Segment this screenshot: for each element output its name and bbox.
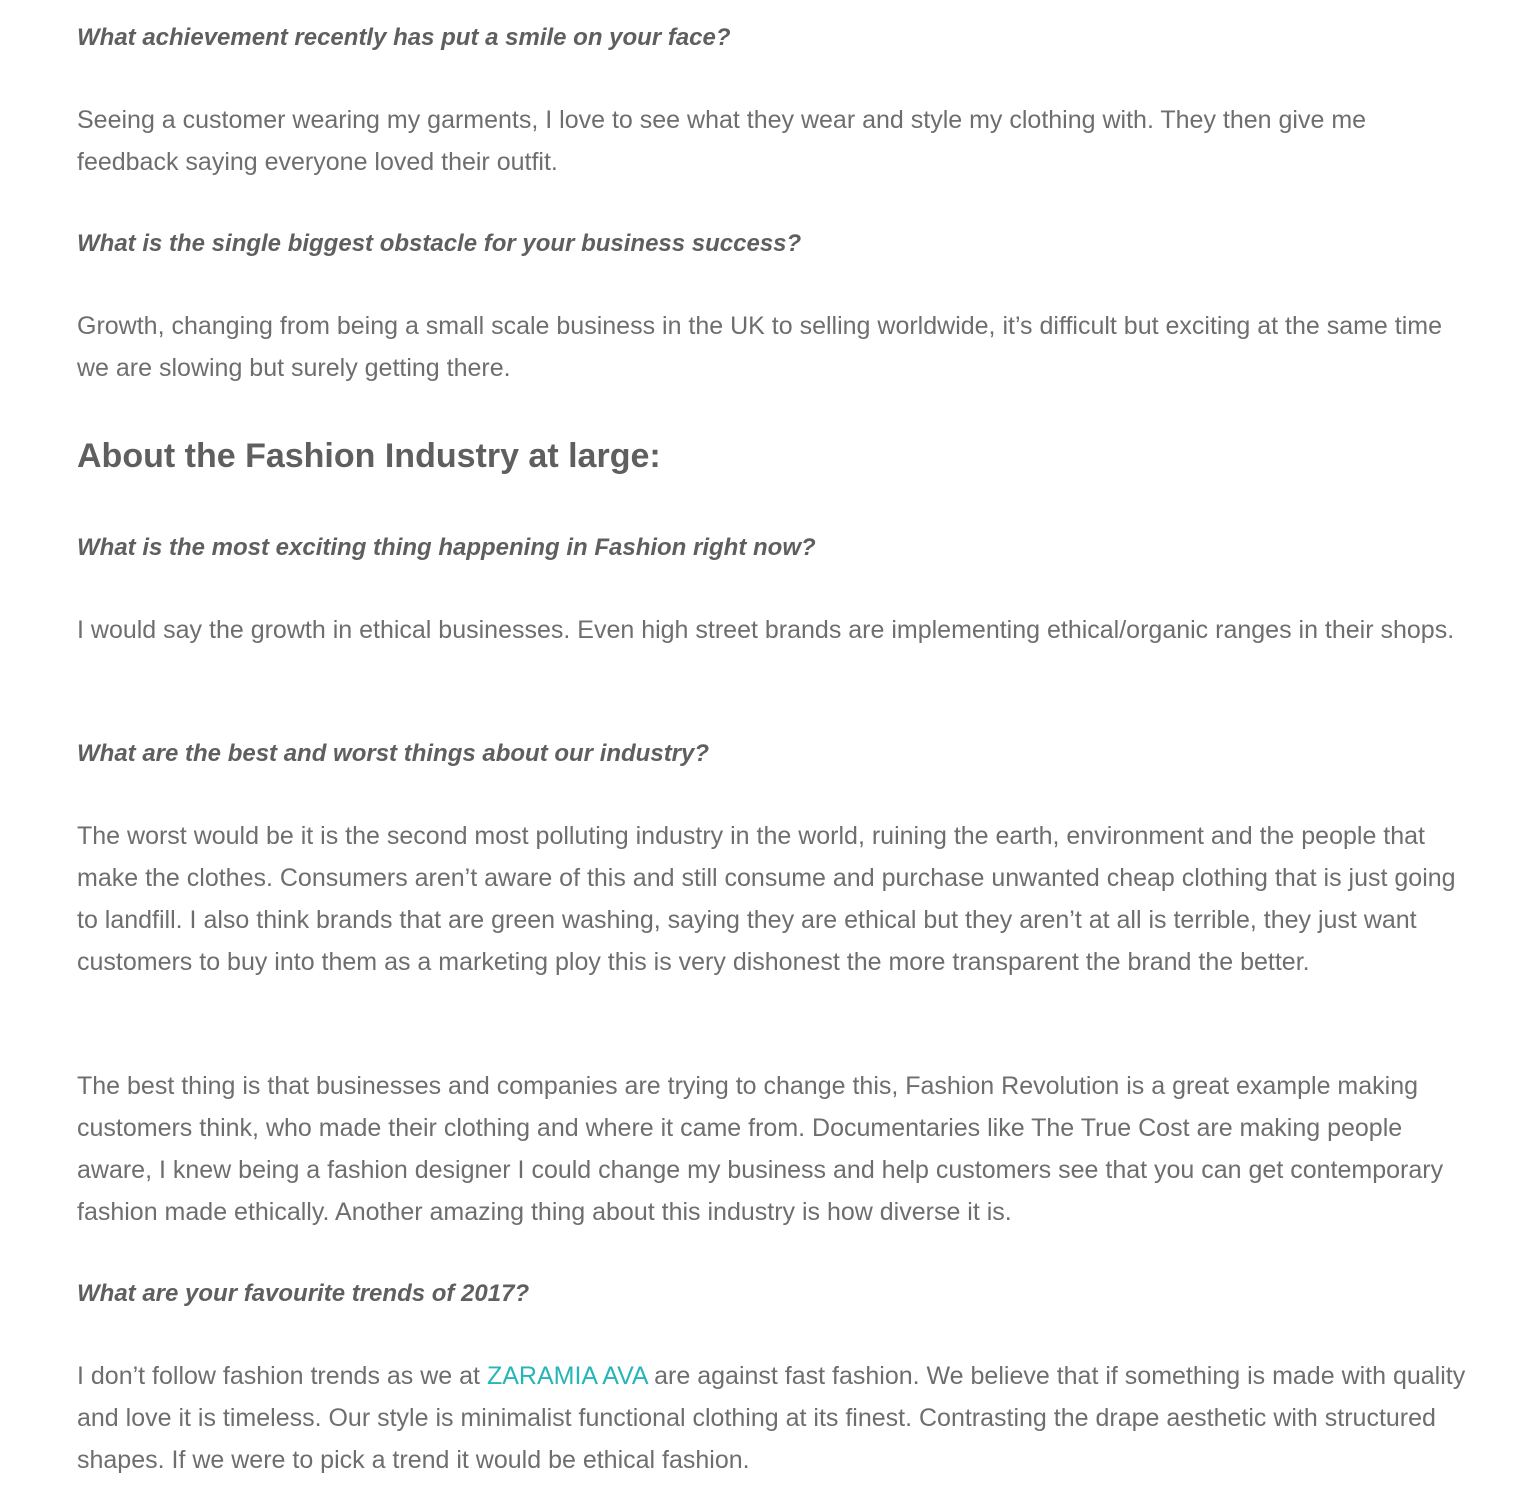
question-obstacle: What is the single biggest obstacle for your business success? [77, 230, 802, 257]
question-best-worst: What are the best and worst things about our industry? [77, 740, 710, 767]
answer-trends-text-before: I don’t follow fashion trends as we at [77, 1362, 487, 1390]
answer-exciting-thing: I would say the growth in ethical businesses. Even high street brands are implementing ethical/organic ranges in their shops. [77, 616, 1455, 644]
answer-favourite-trends [77, 1355, 1467, 1481]
answer-obstacle: Growth, changing from being a small scale business in the UK to selling worldwide, it’s difficult but exciting at the same time we are slowing but surely getting there. [77, 312, 1443, 382]
answer-best-paragraph: The best thing is that businesses and companies are trying to change this, Fashion Revolution is a great example making customers think, who made their clothing and where it came from. Documentaries like The True Cost are making people aware, I knew being a fashion designer I could change my business and help customers see that you can get contemporary fashion made ethically. Another amazing thing about this industry is how diverse it is. [77, 1072, 1444, 1226]
answer-worst-paragraph: The worst would be it is the second most polluting industry in the world, ruining the earth, environment and the people that make the clothes. Consumers aren’t aware of this and still consume and purchase unwanted cheap clothing that is just going to landfill. I also think brands that are green washing, saying they are ethical but they aren’t at all is terrible, they just want customers to buy into them as a marketing ploy this is very dishonest the more transparent the brand the better. [77, 822, 1456, 976]
question-achievement: What achievement recently has put a smile on your face? [77, 24, 731, 51]
question-exciting-thing: What is the most exciting thing happening in Fashion right now? [77, 534, 816, 561]
section-heading-fashion-industry: About the Fashion Industry at large: [77, 437, 661, 475]
answer-achievement: Seeing a customer wearing my garments, I love to see what they wear and style my clothing with. They then give me feedback saying everyone loved their outfit. [77, 106, 1367, 176]
question-favourite-trends: What are your favourite trends of 2017? [77, 1280, 530, 1307]
zaramia-ava-link[interactable]: ZARAMIA AVA [486, 1362, 648, 1390]
answer-trends-text-after: are against fast fashion. We believe that if something is made with quality and love it is timeless. Our style is minimalist functional clothing at its finest. Contrasting the drape aesthetic with structured shapes. If we were to pick a trend it would be ethical fashion. [77, 1362, 1466, 1474]
